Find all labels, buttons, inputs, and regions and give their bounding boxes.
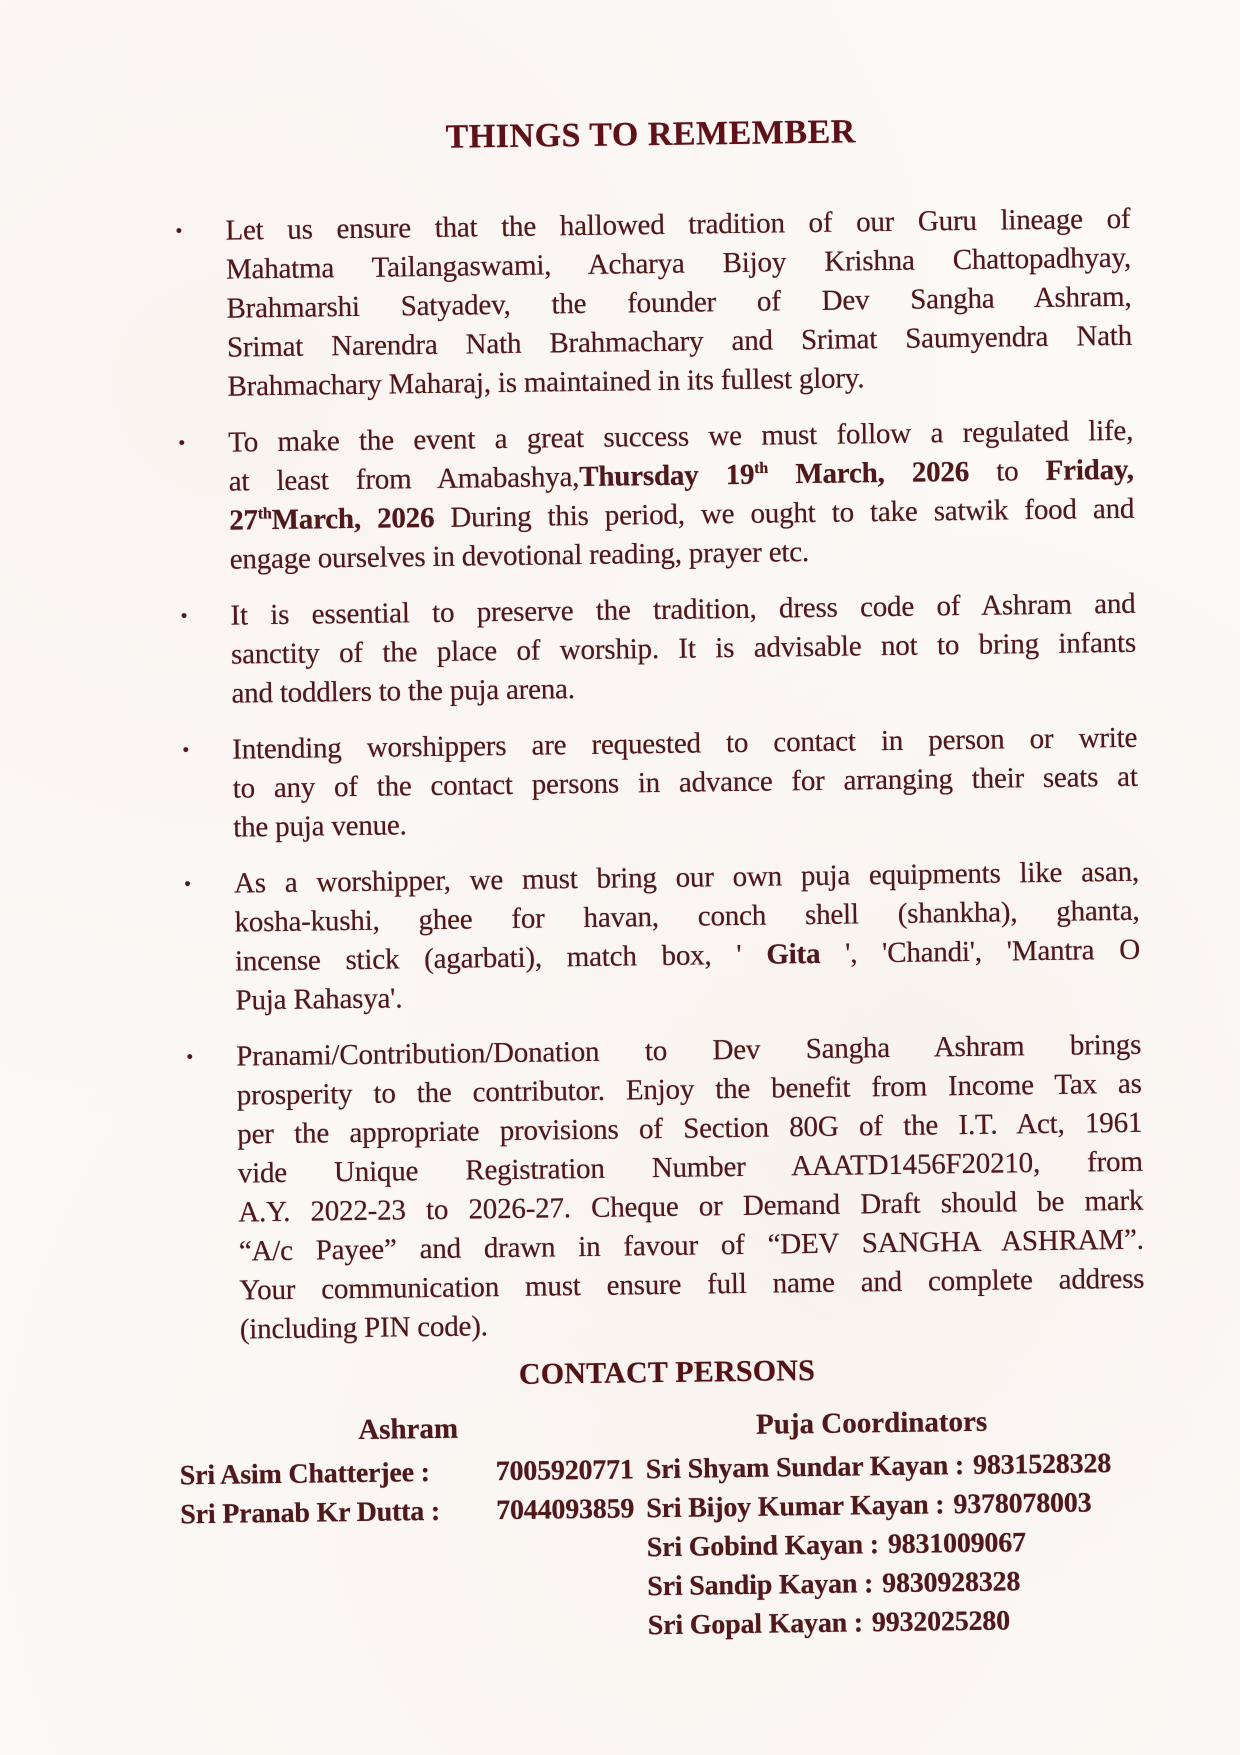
contact-name: Sri Sandip Kayan : [647,1568,874,1603]
text-segment: A.Y. 2022-23 to 2026-27. Cheque or Demand Draft should be mark [238,1184,1144,1229]
bullet-text [228,412,1135,580]
text-segment: Mahatma Tailangaswami, Acharya Bijoy Krishna Chattopadhyay, [225,241,1132,286]
contact-phone: 7005920771 [495,1454,634,1488]
bullet-item [173,200,1132,408]
contact-name: Sri Shyam Sundar Kayan : [645,1450,965,1486]
text-segment: engage ourselves in devotional reading, prayer etc. [229,536,810,576]
contact-phone: 7044093859 [496,1493,635,1527]
bullet-marker: • [175,220,183,243]
contact-phone: 9378078003 [953,1487,1092,1521]
contact-name: Sri Gobind Kayan : [646,1529,880,1564]
bullet-item [178,585,1136,715]
text-segment: ', 'Chandi', 'Mantra O [820,933,1141,970]
contact-name: Sri Pranab Kr Dutta : [180,1495,441,1531]
text-segment: at least from Amabashya, [228,461,580,498]
contact-column-ashram [179,1410,640,1651]
text-segment: Pranami/Contribution/Donation to Dev Sangha Ashram brings [236,1028,1142,1073]
text-segment: prosperity to the contributor. Enjoy the benefit from Income Tax as [236,1067,1142,1112]
text-segment: As a worshipper, we must bring our own puja equipments like asan, [233,855,1140,900]
text-segment: vide Unique Registration Number AAATD1456F20210, from [237,1145,1143,1190]
bullet-item [184,1026,1145,1351]
text-segment: Srimat Narendra Nath Brahmachary and Srimat Saumyendra Nath [226,319,1133,364]
text-segment: the puja venue. [233,809,407,844]
contact-row [179,1450,637,1495]
text-segment: to any of the contact persons in advance for arranging their seats at [232,760,1138,805]
text-segment: Puja Rahasya'. [235,982,403,1017]
bullet-text [236,1026,1145,1350]
contact-persons-heading: CONTACT PERSONS [518,1353,816,1391]
bullet-marker: • [186,1046,194,1069]
bullet-item [176,412,1135,581]
text-segment: During this period, we ought to take satwik food and [434,492,1135,534]
contact-phone: 9831009067 [887,1527,1027,1561]
bold-text-segment: th [257,505,272,523]
text-segment: Let us ensure that the hallowed tradition of our Guru lineage of [225,202,1131,247]
text-segment: To make the event a great success we must follow a regulated life, [228,414,1134,459]
bold-text-segment: Friday, [1045,453,1134,487]
text-segment: “A/c Payee” and drawn in favour of “DEV SANGHA ASHRAM”. [238,1223,1144,1268]
bullet-text [230,585,1136,714]
page-title: THINGS TO REMEMBER [445,113,857,156]
bold-text-segment: 27 [229,504,259,537]
bold-text-segment: March, 2026 [767,455,970,491]
contact-phone: 9932025280 [871,1605,1011,1639]
contact-row [648,1600,1149,1646]
contact-column-heading: Puja Coordinators [755,1405,988,1441]
contact-row [645,1444,1146,1490]
bullet-text [225,200,1132,407]
text-segment: (including PIN code). [239,1310,488,1346]
contact-name: Sri Asim Chatterjee : [179,1457,430,1492]
contact-columns [179,1404,1149,1652]
text-segment: It is essential to preserve the tradition, dress code of Ashram and [230,587,1136,632]
text-segment: Your communication must ensure full name and complete address [239,1262,1145,1307]
contact-phone: 9831528328 [972,1448,1112,1481]
bullet-marker: • [178,432,186,455]
bullet-item [182,853,1141,1022]
contact-column-puja-coordinators [645,1404,1149,1646]
contact-row [646,1522,1147,1568]
contact-row [647,1561,1148,1607]
bold-text-segment: March, 2026 [271,501,435,537]
text-segment: to [968,454,1046,488]
contact-row [180,1489,638,1534]
bullet-marker: • [183,873,192,896]
bold-text-segment: Thursday 19 [579,458,755,494]
text-segment: Intending worshippers are requested to contact in person or write [232,721,1138,766]
text-segment: kosha-kushi, ghee for havan, conch shell (shankha), ghanta, [234,894,1140,939]
bullet-text [234,853,1141,1021]
bold-text-segment: th [754,459,769,478]
bullet-text [232,719,1138,848]
contact-name: Sri Bijoy Kumar Kayan : [646,1489,945,1525]
bullet-item [180,719,1138,849]
text-segment: Brahmarshi Satyadev, the founder of Dev Sangha Ashram, [226,280,1132,325]
document-content [172,110,1149,1651]
text-segment: per the appropriate provisions of Section 80G of the I.T. Act, 1961 [237,1106,1143,1151]
contact-phone: 9830928328 [881,1566,1021,1600]
contact-column-heading: Ashram [358,1412,459,1446]
text-segment: and toddlers to the puja arena. [231,673,575,710]
bullet-marker: • [180,605,188,628]
text-segment: incense stick (agarbati), match box, ' [234,938,767,978]
text-segment: sanctity of the place of worship. It is advisable not to bring infants [230,626,1137,671]
bold-text-segment: Gita [766,937,821,971]
text-segment: Brahmachary Maharaj, is maintained in its fullest glory. [227,362,865,403]
contact-name: Sri Gopal Kayan : [647,1607,864,1642]
contact-row [646,1483,1147,1529]
bullet-list [173,200,1145,1350]
bullet-marker: • [182,739,190,762]
